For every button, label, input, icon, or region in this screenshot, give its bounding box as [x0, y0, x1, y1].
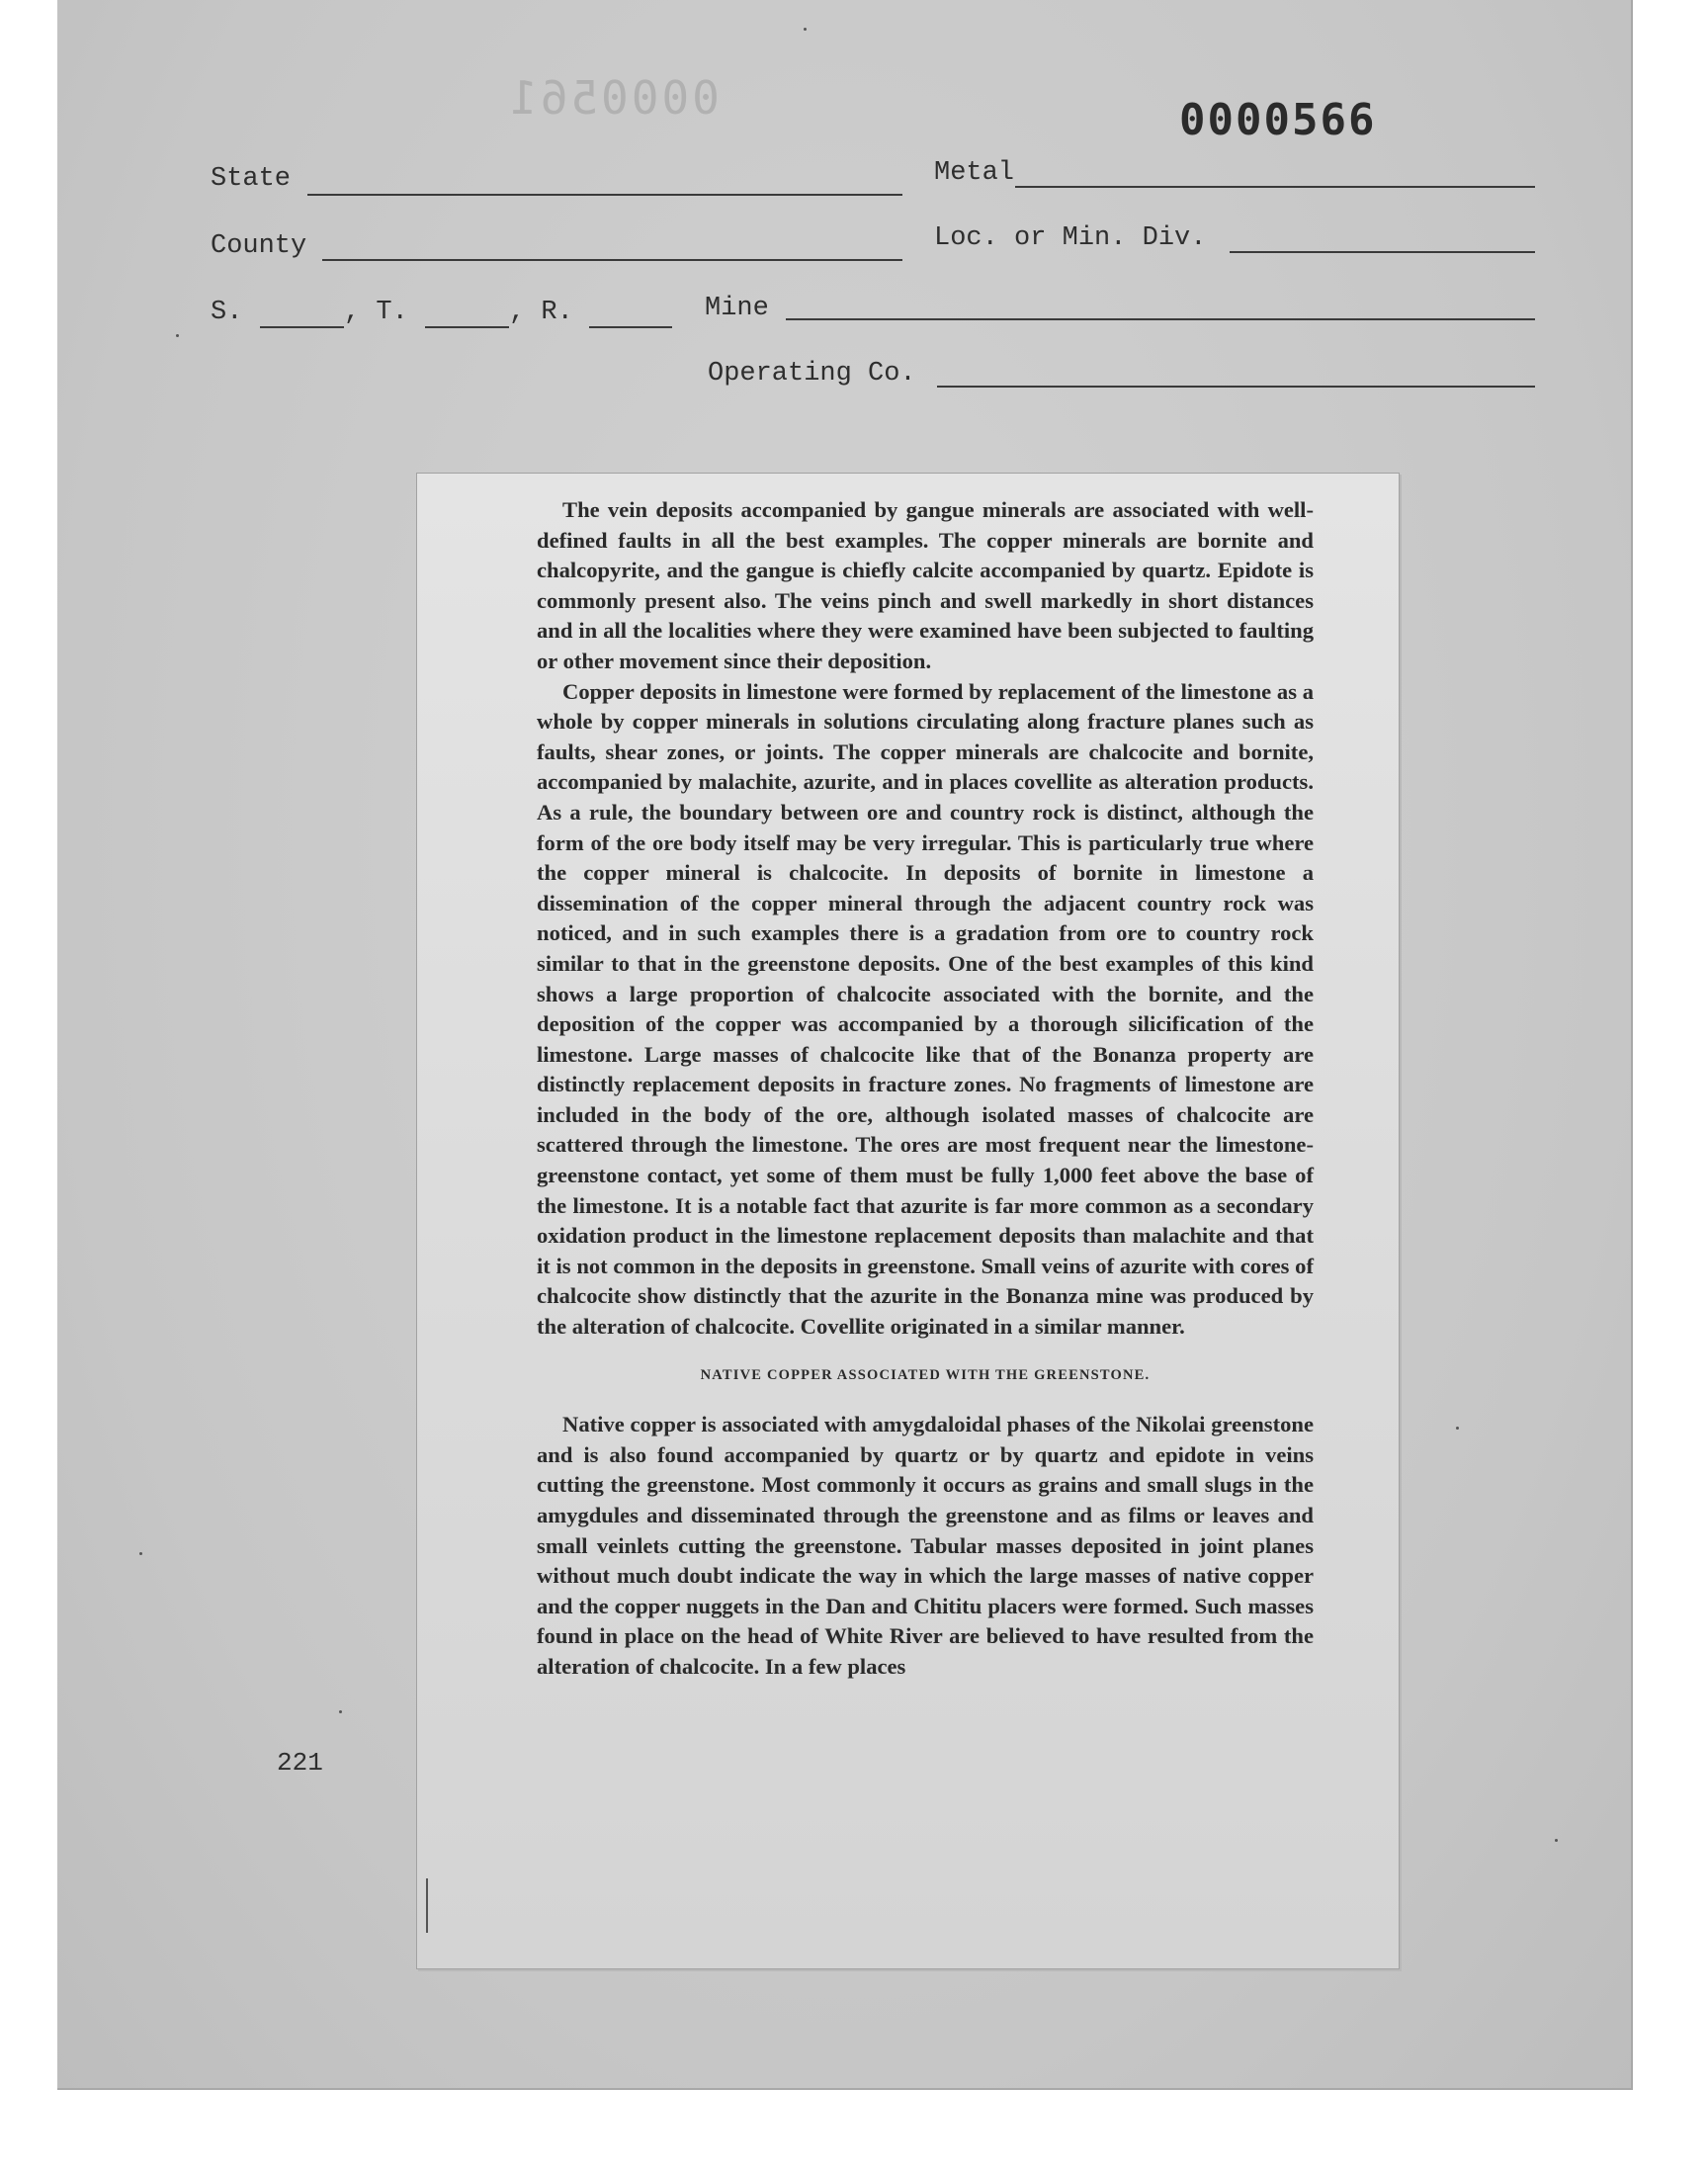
scan-speck [1555, 1839, 1558, 1842]
location-label: Loc. or Min. Div. [934, 223, 1207, 253]
mine-label: Mine [705, 294, 769, 323]
mine-field-line[interactable] [786, 318, 1535, 320]
section-field-line[interactable] [260, 326, 344, 328]
metal-field-line[interactable] [1015, 186, 1535, 188]
township-label: , T. [344, 298, 408, 327]
scan-speck [1456, 1427, 1459, 1430]
county-label: County [211, 231, 307, 261]
scan-speck [176, 334, 179, 337]
index-card [57, 0, 1633, 2090]
ghost-card-number: 0000561 [507, 71, 720, 125]
range-label: , R. [509, 298, 573, 327]
paragraph-limestone-deposits: Copper deposits in limestone were formed by replacement of the limestone as a whole by copper minerals in solutions circulating along fracture planes such as faults, shear zones, or joints. The copper minerals are chalcocite and bornite, accompanied by malachite, azurite, and in places covellite as alteration products. As a rule, the boundary between ore and country rock is distinct, although the form of the ore body itself may be very irregular. This is particularly true where the copper mineral is chalcocite. In deposits of bornite in limestone a dissemination of the copper mineral through the adjacent country rock was noticed, and in such examples there is a gradation from ore to country rock similar to that in the greenstone deposits. One of the best examples of this kind shows a large proportion of chalcocite associated with the bornite, and the deposition of the copper was accompanied by a thorough silicification of the limestone. Large masses of chalcocite like that of the Bonanza property are distinctly replacement deposits in fracture zones. No fragments of limestone are included in the body of the ore, although isolated masses of chalcocite are scattered through the limestone. The ores are most frequent near the limestone-greenstone contact, yet some of them must be fully 1,000 feet above the base of the limestone. It is a notable fact that azurite is far more common as a secondary oxidation product in the limestone replacement deposits than malachite and that it is not common in the deposits in greenstone. Small veins of azurite with cores of chalcocite show distinctly that the azurite in the Bonanza mine was produced by the alteration of chalcocite. Covellite originated in a similar manner. [537, 678, 1314, 1340]
clipping-edge-mark [426, 1878, 428, 1933]
paragraph-vein-deposits: The vein deposits accompanied by gangue minerals are associated with well-defined faults in all the best examples. The copper minerals are bornite and chalcopyrite, and the gangue is chiefly calcite accompanied by quartz. Epidote is commonly present also. The veins pinch and swell markedly in short distances and in all the localities where they were examined have been subjected to faulting or other movement since their deposition. [537, 497, 1314, 673]
state-field-line[interactable] [307, 194, 902, 196]
metal-label: Metal [934, 158, 1015, 188]
state-label: State [211, 164, 292, 194]
section-label: S. [211, 298, 243, 327]
range-field-line[interactable] [589, 326, 672, 328]
clipping-text [537, 495, 1314, 1683]
scan-speck [339, 1710, 342, 1713]
card-number: 0000566 [1179, 95, 1377, 145]
operating-co-field-line[interactable] [937, 386, 1535, 388]
page-number: 221 [277, 1748, 323, 1778]
paragraph-native-copper: Native copper is associated with amygdaloidal phases of the Nikolai greenstone and is also found accompanied by quartz or by quartz and epidote in veins cutting the greenstone. Most commonly it occurs as grains and small slugs in the amygdules and disseminated through the greenstone and as films or leaves and small veinlets cutting the greenstone. Tabular masses deposited in joint planes without much doubt indicate the way in which the large masses of native copper and the copper nuggets in the Dan and Chititu placers were formed. Such masses found in place on the head of White River are believed to have resulted from the alteration of chalcocite. In a few places [537, 1412, 1314, 1679]
scan-speck [804, 28, 807, 31]
township-field-line[interactable] [425, 326, 509, 328]
county-field-line[interactable] [322, 259, 902, 261]
pasted-clipping [416, 473, 1400, 1969]
location-field-line[interactable] [1230, 251, 1535, 253]
scan-speck [139, 1552, 142, 1555]
operating-co-label: Operating Co. [708, 359, 916, 389]
section-heading: NATIVE COPPER ASSOCIATED WITH THE GREENSTONE. [700, 1366, 1151, 1383]
